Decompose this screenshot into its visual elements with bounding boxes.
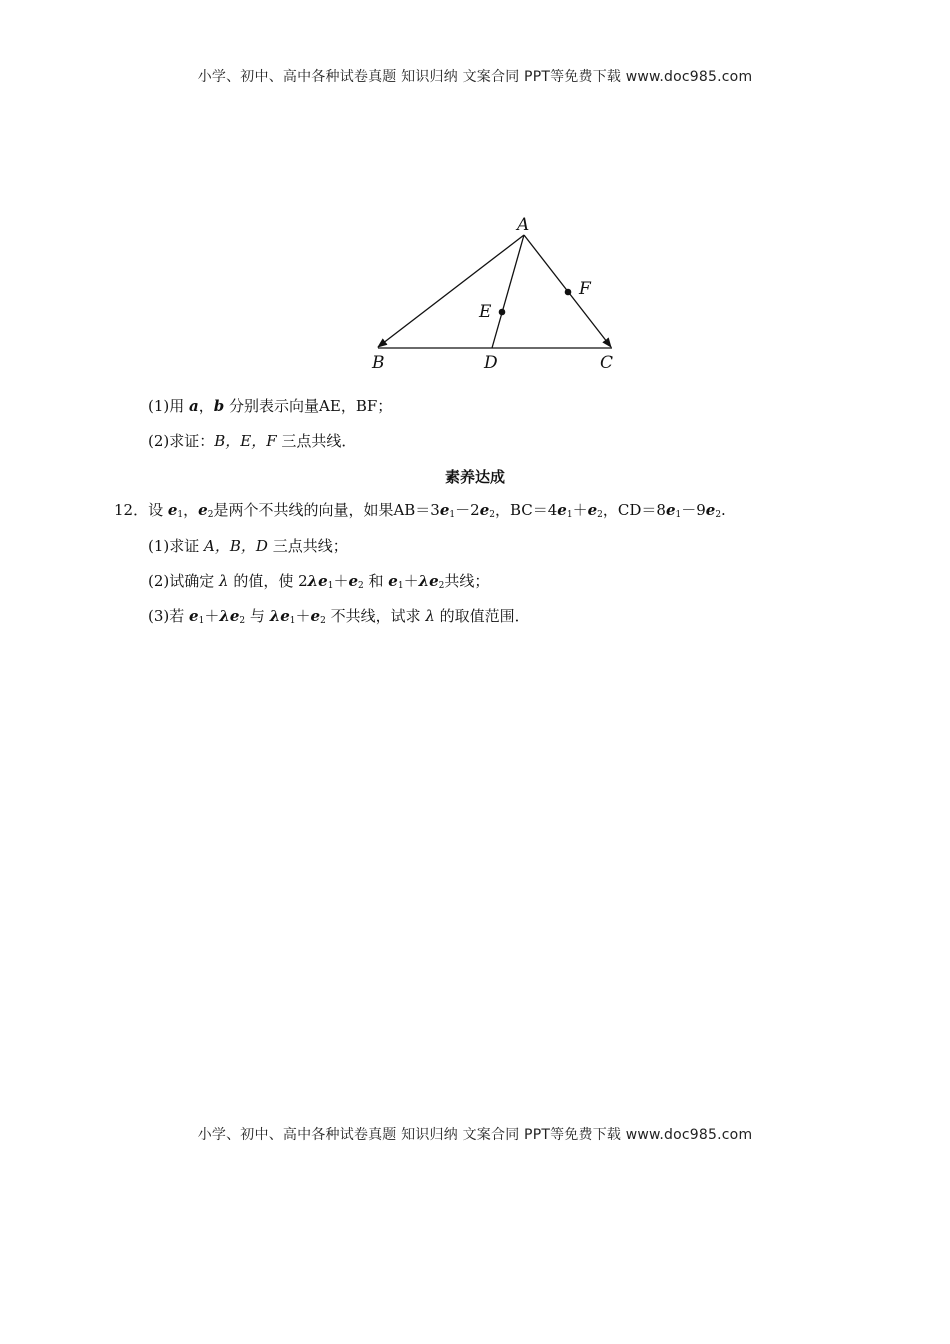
label-a: A bbox=[517, 215, 530, 235]
section-title: 素养达成 bbox=[444, 468, 505, 486]
triangle-figure bbox=[360, 210, 630, 380]
point-e-dot bbox=[499, 309, 506, 316]
vector-ab bbox=[378, 235, 524, 347]
label-f: F bbox=[579, 279, 591, 299]
q12-part2: (2)试确定 λ 的值，使 $2\lambda e_1+e_2$ 和 $e_1+\lambda e_2$共线； bbox=[148, 572, 490, 591]
q12-part1: (1)求证 A，B，D 三点共线； bbox=[148, 537, 348, 555]
q12-part3: (3)若 $e_1+\lambda e_2$ 与 $\lambda e_1+e_2$ 不共线，试求 λ 的取值范围． bbox=[148, 607, 530, 626]
label-c: C bbox=[600, 353, 614, 373]
label-b: B bbox=[372, 353, 385, 373]
q12-stem: 12．设 $e_1$，$e_2$是两个不共线的向量，如果$AB=3e_1-2e_2$，$BC=4e_1+e_2$，$CD=8e_1-9e_2$. bbox=[114, 501, 726, 520]
q12-number: 12． bbox=[114, 501, 149, 519]
footer-banner: 小学、初中、高中各种试卷真题 知识归纳 文案合同 PPT等免费下载 www.doc985.com bbox=[197, 1127, 753, 1143]
point-f-dot bbox=[565, 289, 572, 296]
triangle-diagram bbox=[360, 210, 630, 380]
label-e: E bbox=[479, 302, 492, 322]
label-d: D bbox=[484, 353, 498, 373]
q11-part2: (2)求证：B，E，F 三点共线． bbox=[148, 432, 357, 450]
segment-ad bbox=[492, 235, 524, 348]
q11-part1: (1)用 a，b 分别表示向量AE，BF； bbox=[148, 397, 393, 415]
header-banner: 小学、初中、高中各种试卷真题 知识归纳 文案合同 PPT等免费下载 www.doc985.com bbox=[197, 69, 753, 85]
